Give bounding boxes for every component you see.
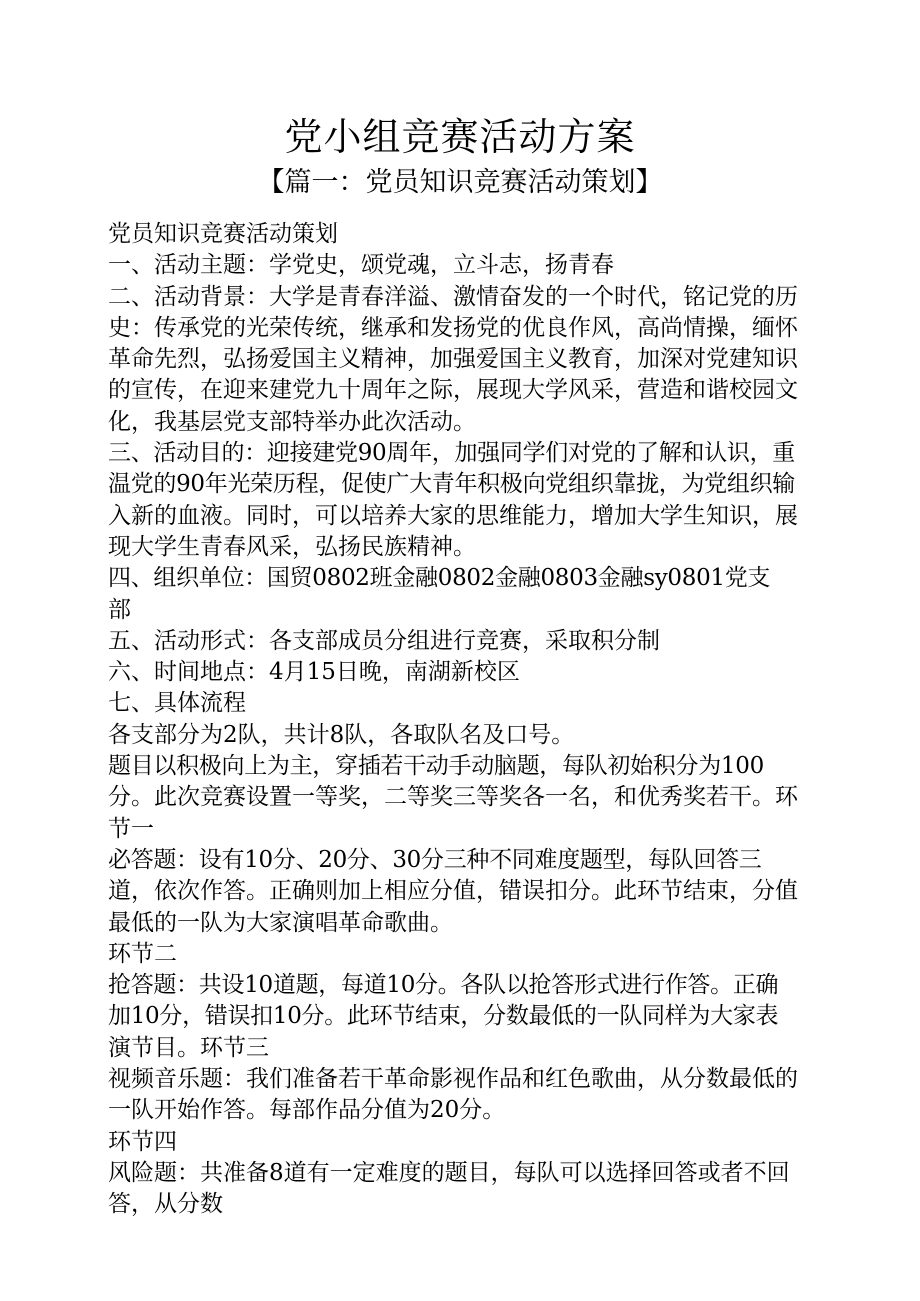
body-line: 视频音乐题：我们准备若干革命影视作品和红色歌曲，从分数最低的 [108,1066,798,1093]
body-line-background: 二、活动背景：大学是青春洋溢、激情奋发的一个时代，铭记党的历 [108,283,798,310]
document-body [108,219,820,1221]
body-line-round-1: 节一 [108,815,154,842]
body-line: 风险题：共准备8道有一定难度的题目，每队可以选择回答或者不回 [108,1159,790,1186]
body-line-round-3: 演节目。环节三 [108,1034,269,1061]
body-line-round-4: 环节四 [108,1128,177,1155]
body-line-format: 五、活动形式：各支部成员分组进行竞赛，采取积分制 [108,627,660,654]
body-line-organizers: 四、组织单位：国贸0802班金融0802金融0803金融sy0801党支 [108,565,771,592]
body-line: 道，依次作答。正确则加上相应分值，错误扣分。此环节结束，分值 [108,878,798,905]
body-line: 题目以积极向上为主，穿插若干动手动脑题，每队初始积分为100 [108,753,764,780]
body-line: 各支部分为2队，共计8队，各取队名及口号。 [108,721,575,748]
body-line: 的宣传，在迎来建党九十周年之际，展现大学风采，营造和谐校园文 [108,377,798,404]
body-line: 部 [108,596,131,623]
body-line: 最低的一队为大家演唱革命歌曲。 [108,909,453,936]
body-line-heading: 党员知识竞赛活动策划 [108,221,338,247]
body-line-theme: 一、活动主题：学党史，颂党魂，立斗志，扬青春 [108,252,614,279]
body-line: 化，我基层党支部特举办此次活动。 [108,408,476,435]
body-line: 革命先烈，弘扬爱国主义精神，加强爱国主义教育，加深对党建知识 [108,346,798,373]
body-line: 入新的血液。同时，可以培养大家的思维能力，增加大学生知识，展 [108,502,798,529]
body-line: 答，从分数 [108,1191,223,1218]
document-title: 党小组竞赛活动方案 [284,115,636,159]
body-line-process: 七、具体流程 [108,690,246,717]
body-line: 温党的90年光荣历程，促使广大青年积极向党组织靠拢，为党组织输 [108,471,795,498]
body-line: 一队开始作答。每部作品分值为20分。 [108,1097,506,1124]
body-line-time-place: 六、时间地点：4月15日晚，南湖新校区 [108,659,520,686]
body-line: 史：传承党的光荣传统，继承和发扬党的优良作风，高尚情操，缅怀 [108,314,798,341]
body-line-round-2: 环节二 [108,940,177,967]
body-line: 加10分，错误扣10分。此环节结束，分数最低的一队同样为大家表 [108,1003,779,1030]
body-line-purpose: 三、活动目的：迎接建党90周年，加强同学们对党的了解和认识，重 [108,440,795,467]
body-line: 必答题：设有10分、20分、30分三种不同难度题型，每队回答三 [108,846,762,873]
body-line: 抢答题：共设10道题，每道10分。各队以抢答形式进行作答。正确 [108,972,779,999]
body-line: 分。此次竞赛设置一等奖，二等奖三等奖各一名，和优秀奖若干。环 [108,784,798,811]
document-subtitle: 【篇一：党员知识竞赛活动策划】 [257,167,663,198]
body-line: 现大学生青春风采，弘扬民族精神。 [108,533,476,560]
